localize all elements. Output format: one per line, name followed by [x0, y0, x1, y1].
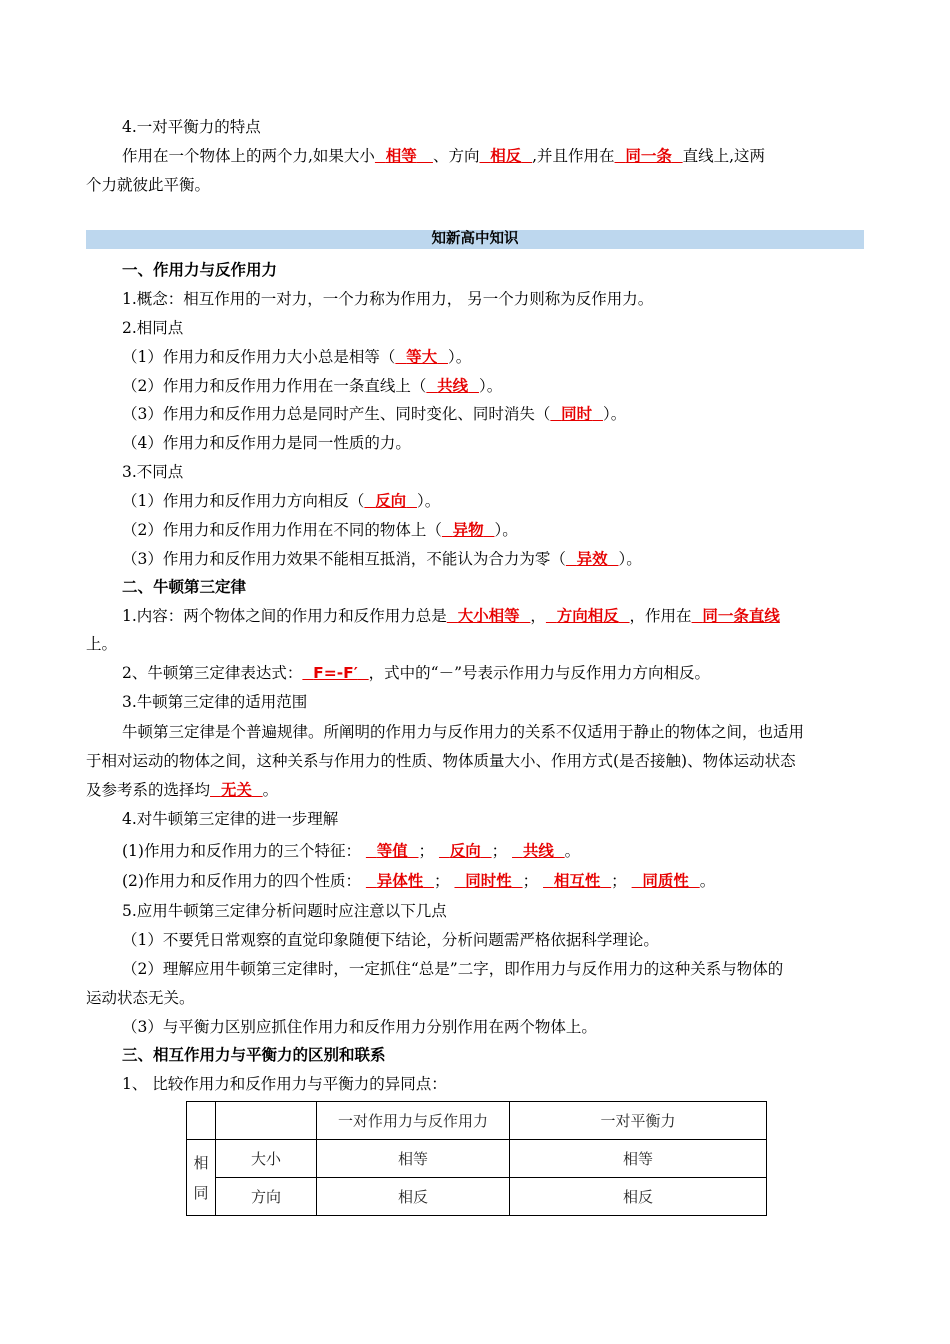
scope-title: 3.牛顿第三定律的适用范围 — [122, 693, 308, 711]
answer-blank: 相反 — [490, 147, 522, 165]
answer-blank: 反向 — [449, 842, 481, 860]
balance-line-2: 个力就彼此平衡。 — [86, 176, 211, 194]
diff-title: 3.不同点 — [122, 463, 184, 481]
answer-blank: 同一条直线 — [702, 607, 780, 625]
same-item: （4）作用力和反作用力是同一性质的力。 — [122, 434, 411, 452]
table-cell: 相反 — [317, 1178, 510, 1216]
table-row-label: 方向 — [216, 1178, 317, 1216]
answer-blank: 反向 — [375, 492, 407, 510]
three-features-line: (1)作用力和反作用力的三个特征： 等值 ； 反向 ； 共线 。 — [122, 842, 581, 860]
diff-item: （3）作用力和反作用力效果不能相互抵消，不能认为合力为零（ 异效 ）。 — [122, 550, 642, 568]
answer-blank: F=-F′ — [313, 664, 358, 682]
answer-blank: 等大 — [406, 348, 438, 366]
note-3: （3）与平衡力区别应抓住作用力和反作用力分别作用在两个物体上。 — [122, 1018, 597, 1036]
table-row-label: 大小 — [216, 1140, 317, 1178]
answer-blank: 同质性 — [642, 872, 689, 890]
scope-line-2: 于相对运动的物体之间，这种关系与作用力的性质、物体质量大小、作用方式(是否接触)、物体运动状态 — [86, 752, 796, 770]
diff-item: （1）作用力和反作用力方向相反（ 反向 ）。 — [122, 492, 441, 510]
answer-blank: 大小相等 — [457, 607, 520, 625]
diff-item: （2）作用力和反作用力作用在不同的物体上（ 异物 ）。 — [122, 521, 518, 539]
same-title: 2.相同点 — [122, 319, 184, 337]
notes-title: 5.应用牛顿第三定律分析问题时应注意以下几点 — [122, 902, 447, 920]
scope-line-3: 及参考系的选择均 无关 。 — [86, 781, 279, 799]
table-group-label: 相 同 — [187, 1140, 216, 1216]
answer-blank: 异物 — [452, 521, 484, 539]
same-item: （3）作用力和反作用力总是同时产生、同时变化、同时消失（ 同时 ）。 — [122, 405, 627, 423]
table-cell — [187, 1102, 216, 1140]
concept-line: 1.概念：相互作用的一对力，一个力称为作用力， 另一个力则称为反作用力。 — [122, 290, 654, 308]
answer-blank: 等值 — [376, 842, 408, 860]
four-properties-line: (2)作用力和反作用力的四个性质： 异体性 ； 同时性 ； 相互性 ； 同质性 。 — [122, 872, 716, 890]
answer-blank: 共线 — [522, 842, 554, 860]
law-expression-line: 2、牛顿第三定律表达式： F=-F′ ，式中的“－”号表示作用力与反作用力方向相反。 — [122, 664, 711, 682]
table-cell: 相等 — [510, 1140, 767, 1178]
answer-blank: 异体性 — [376, 872, 424, 890]
further-title: 4.对牛顿第三定律的进一步理解 — [122, 810, 339, 828]
law-content-end: 上。 — [86, 635, 118, 653]
answer-blank: 方向相反 — [556, 607, 619, 625]
answer-blank: 同时 — [561, 405, 593, 423]
section-3-heading: 三、相互作用力与平衡力的区别和联系 — [122, 1046, 386, 1064]
answer-blank: 无关 — [220, 781, 252, 799]
law-content-line: 1.内容：两个物体之间的作用力和反作用力总是 大小相等 ， 方向相反 ，作用在 同一条直线 — [122, 607, 780, 625]
table-header: 一对平衡力 — [510, 1102, 767, 1140]
scope-line-1: 牛顿第三定律是个普遍规律。所阐明的作用力与反作用力的关系不仅适用于静止的物体之间，也适用 — [122, 723, 805, 741]
note-1: （1）不要凭日常观察的直觉印象随便下结论，分析问题需严格依据科学理论。 — [122, 931, 659, 949]
answer-blank: 同一条 — [625, 147, 672, 165]
comparison-table — [186, 1101, 767, 1216]
same-item: （2）作用力和反作用力作用在一条直线上（ 共线 ）。 — [122, 377, 503, 395]
note-2b: 运动状态无关。 — [86, 989, 195, 1007]
answer-blank: 异效 — [576, 550, 608, 568]
answer-blank: 相互性 — [553, 872, 601, 890]
section-1-heading: 一、作用力与反作用力 — [122, 261, 278, 279]
table-cell — [216, 1102, 317, 1140]
table-cell: 相等 — [317, 1140, 510, 1178]
answer-blank: 同时性 — [465, 872, 512, 890]
section-banner: 知新高中知识 — [86, 230, 864, 249]
note-2a: （2）理解应用牛顿第三定律时，一定抓住“总是”二字，即作用力与反作用力的这种关系与物体的 — [122, 960, 784, 978]
compare-item-1: 1、 比较作用力和反作用力与平衡力的异同点： — [122, 1075, 447, 1093]
balance-line-1: 作用在一个物体上的两个力,如果大小 相等 、方向 相反 ,并且作用在 同一条 直线上,这两 — [122, 147, 766, 165]
table-header: 一对作用力与反作用力 — [317, 1102, 510, 1140]
answer-blank: 相等 — [385, 147, 417, 165]
same-item: （1）作用力和反作用力大小总是相等（ 等大 ）。 — [122, 348, 472, 366]
section-2-heading: 二、牛顿第三定律 — [122, 578, 247, 596]
balance-title: 4.一对平衡力的特点 — [122, 118, 261, 136]
answer-blank: 共线 — [437, 377, 469, 395]
table-cell: 相反 — [510, 1178, 767, 1216]
